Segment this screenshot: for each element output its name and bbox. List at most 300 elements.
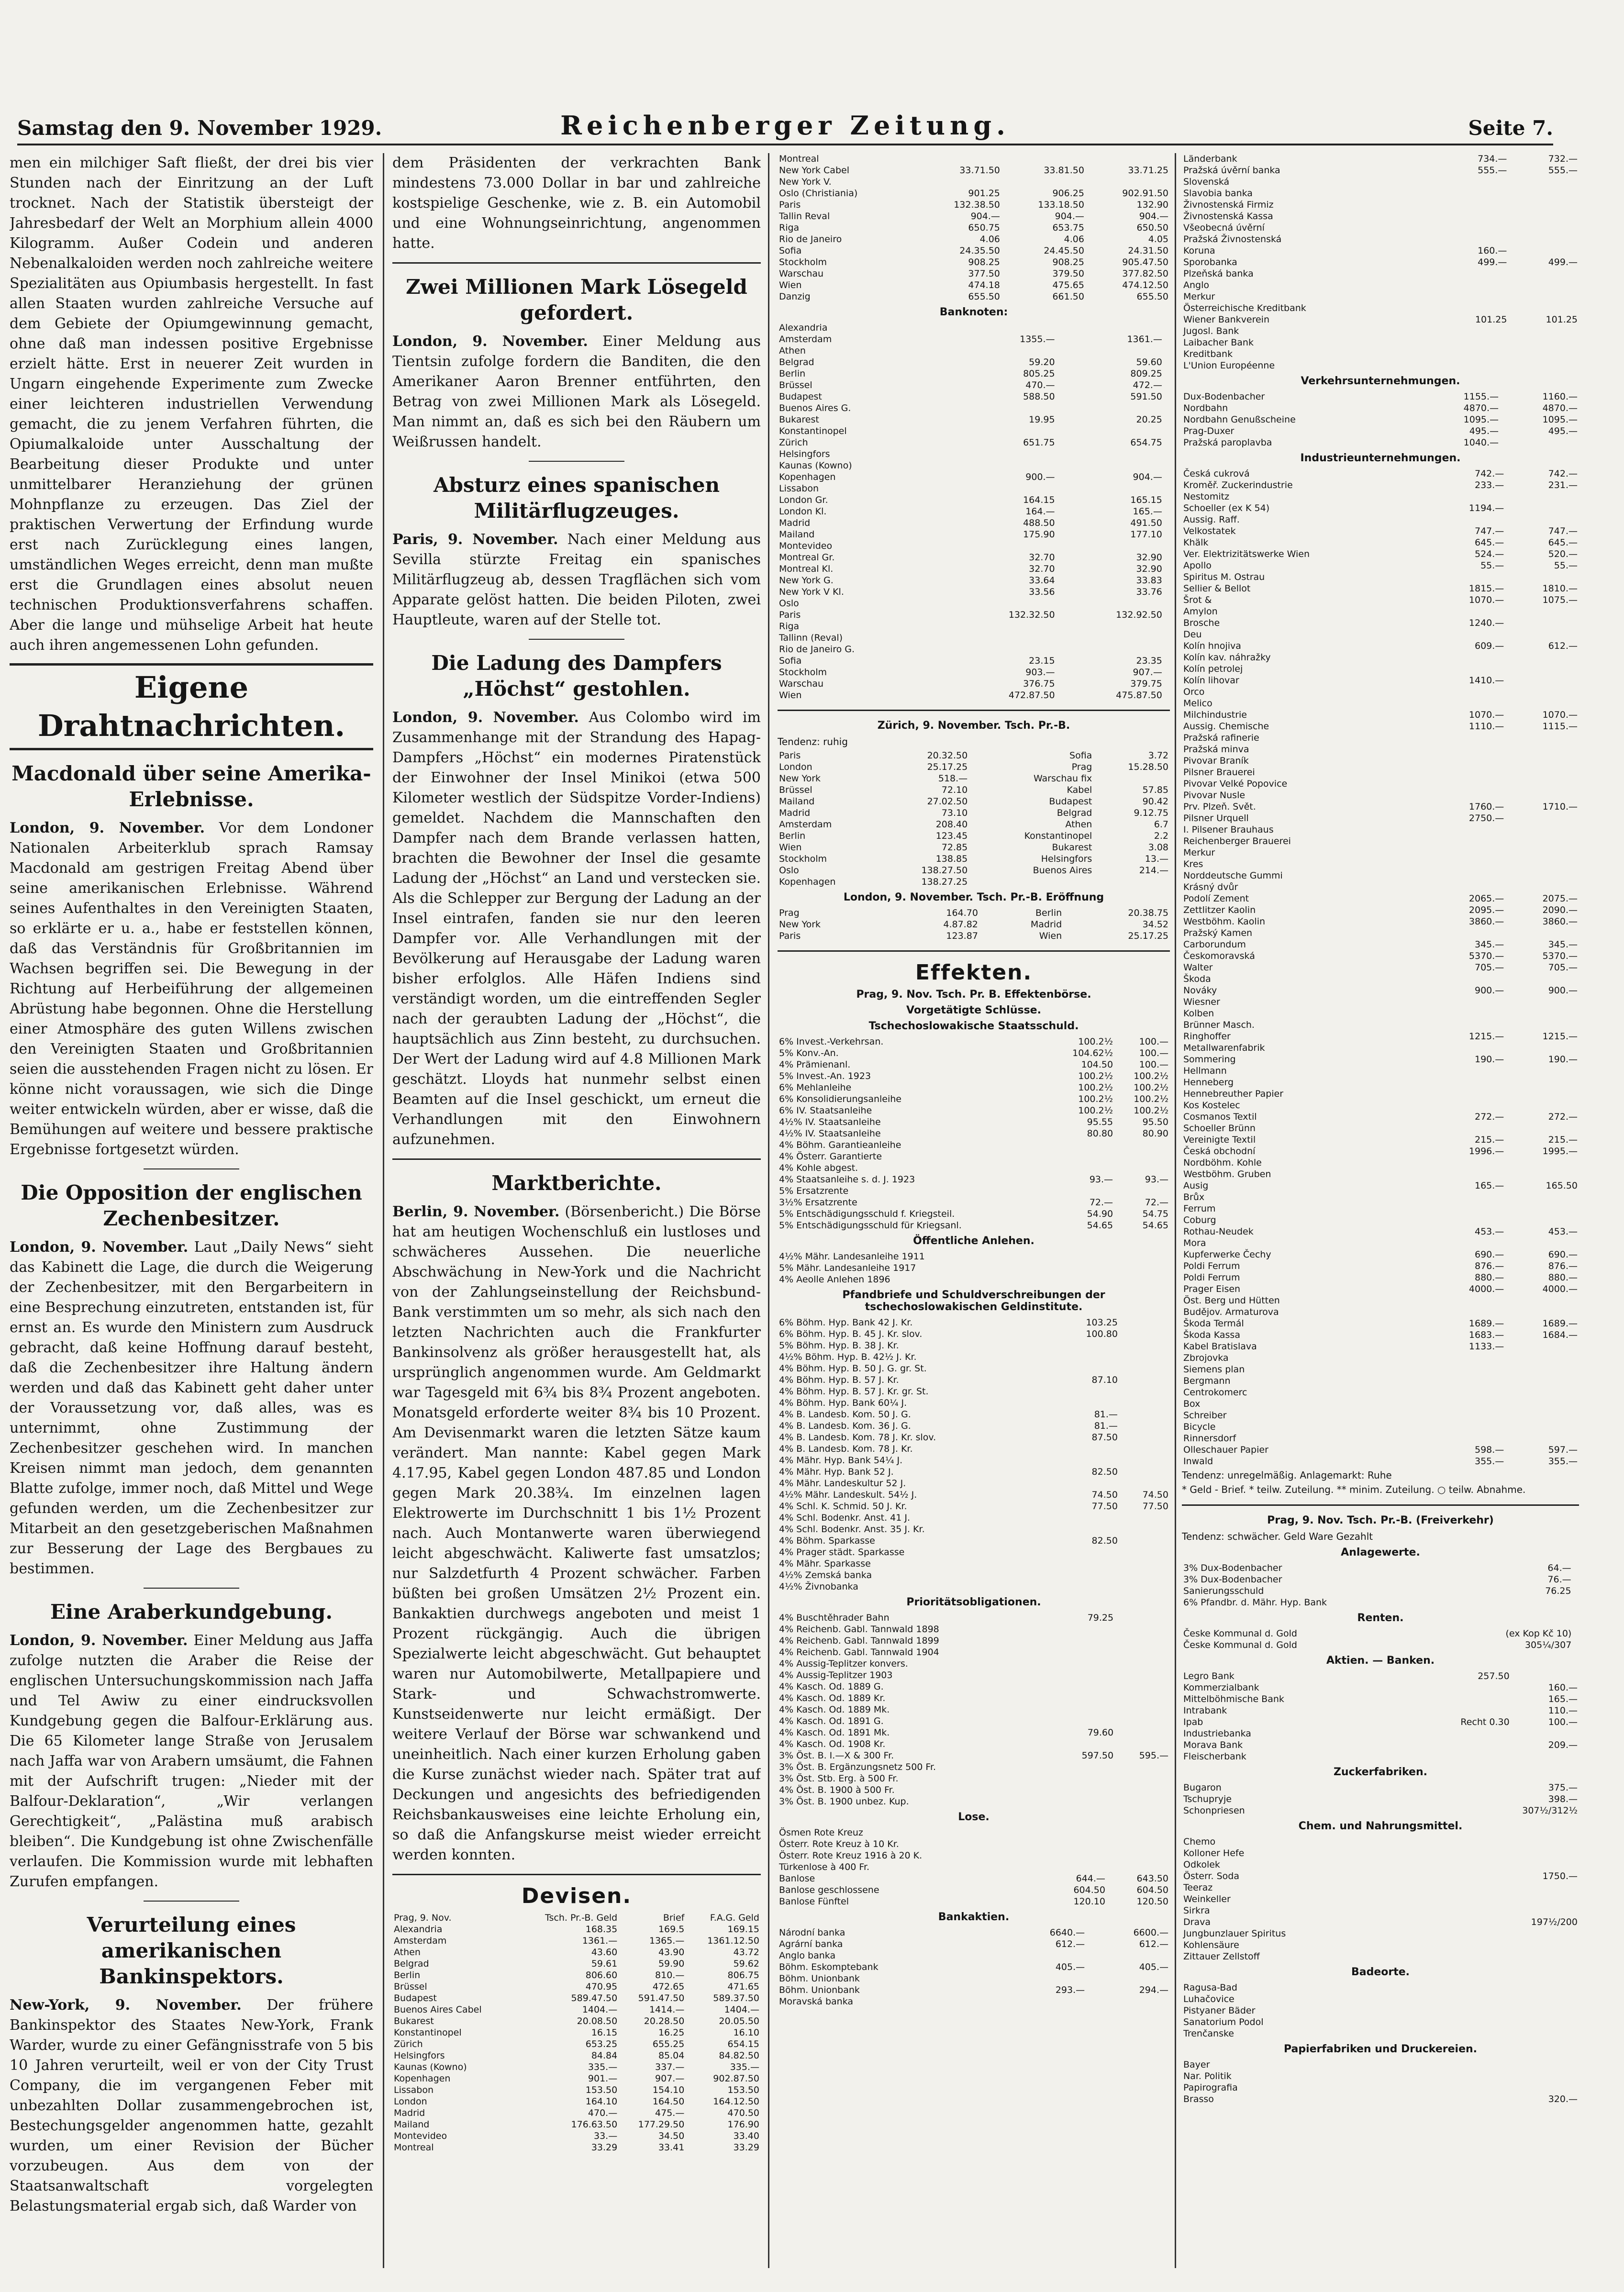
row-value: 55.— [1554,560,1578,571]
row-value [1164,506,1170,517]
row-value [1447,1882,1455,1893]
table-row [1182,391,1579,402]
row-value: 177.29.50 [638,2119,685,2130]
table-row [1182,325,1579,337]
row-label: 5% Böhm. Hyp. B. 38 J. Kr. [779,1340,899,1351]
table-row [1182,755,1579,767]
row-value: 100.2½ [1134,1082,1168,1093]
table-row [1182,790,1579,801]
table-row [1182,360,1579,371]
row-label: Pivovar Velké Popovice [1183,779,1288,789]
column-header: Brief [663,1913,685,1923]
row-value: 612.— [1548,641,1578,651]
row-value: 215.— [1548,1135,1578,1145]
row-label: Aussig. Raff. [1183,514,1240,525]
row-value [1455,1882,1579,1893]
row-value: 904.— [1055,211,1084,222]
row-value: 20.05.50 [719,2016,759,2026]
table-row [392,1981,761,1992]
table-row [778,586,1170,598]
row-label: 4% Aussig-Teplitzer konvers. [779,1658,908,1669]
table-row [778,1197,1170,1208]
table-row [778,1838,1170,1850]
row-value: 499.— [1548,257,1578,267]
table-row [778,678,1170,690]
row-value [1386,1805,1395,1816]
row-value: 690.— [1548,1249,1578,1260]
row-label: Oslo (Christiania) [779,188,858,199]
row-value: 77.50 [1091,1501,1118,1512]
row-label: 4% Staatsanleihe s. d. J. 1923 [779,1174,915,1185]
row-label: Zittauer Zellstoff [1183,1951,1260,1962]
row-value [1164,391,1170,402]
row-value: 43.72 [733,1947,759,1958]
row-value: 34.52 [1142,919,1168,930]
table-row [1182,437,1579,448]
effekten-table [778,1612,1170,1807]
row-value: 335.— [730,2062,759,2072]
row-value [1447,1916,1455,1928]
row-value [1115,1692,1170,1704]
row-value [1447,1928,1455,1939]
row-value: 32.70 [1029,552,1055,563]
dateline: London, 9. November. [10,820,205,836]
row-value: 169.15 [727,1924,759,1935]
row-value: 908.25 [968,257,1000,267]
row-value [1156,1274,1163,1285]
table-row [778,188,1170,199]
table-row [392,1947,761,1958]
row-value [1505,502,1579,514]
row-value [1164,575,1170,586]
row-value: 4870.— [1463,403,1499,413]
row-value: 555.— [1548,165,1578,176]
row-value: 59.60 [1136,357,1162,367]
row-value: 164.10 [585,2096,618,2107]
row-value: 43.90 [658,1947,685,1958]
table-row [1182,744,1579,755]
row-value: 27.02.50 [927,796,968,807]
row-value [1505,1019,1579,1031]
row-value: Buenos Aires [1033,865,1092,876]
row-value [1115,1738,1170,1750]
row-label: 6% Mehlanleihe [779,1082,852,1093]
row-value: 1133.— [1468,1341,1504,1352]
table-row [778,1036,1170,1047]
row-value [1432,767,1506,778]
row-value [1119,1581,1170,1592]
row-value: 379.50 [1052,268,1084,279]
row-value: 104.62½ [1072,1048,1113,1058]
row-label: Laibacher Bank [1183,337,1254,348]
row-value: Helsingfors [1041,854,1092,864]
table-row [778,1773,1170,1784]
row-value [1432,1352,1506,1364]
row-value: Berlin [1035,908,1062,918]
row-value: 1689.— [1468,1318,1504,1329]
row-value [1511,1670,1579,1682]
row-value [1086,153,1170,165]
row-value [1056,1796,1115,1807]
row-value [1505,744,1579,755]
row-value [1505,1375,1579,1387]
row-label: Pivovar Braník [1183,756,1249,766]
table-row [1182,1214,1579,1226]
row-value: 110.— [1548,1705,1578,1716]
table-row [778,907,1170,919]
row-value: 165.— [1133,506,1162,517]
row-value [1057,483,1164,494]
row-label: Pražská paroplavba [1183,437,1272,448]
table-row [1182,996,1579,1008]
row-value [1505,824,1579,835]
row-label: Zettlitzer Kaolin [1183,905,1256,915]
section-subheading: Industrieunternehmungen. [1300,452,1461,464]
table-row [1182,1574,1579,1585]
row-label: Mailand [394,2119,430,2130]
table-row [1182,548,1579,560]
table-row [1182,1628,1579,1639]
table-row [1182,698,1579,709]
row-label: Lissabon [779,483,819,494]
row-value: 3860.— [1468,916,1504,927]
row-label: Budějov. Armaturova [1183,1307,1279,1317]
row-label: Poldi Ferrum [1183,1261,1240,1271]
row-label: Kolín lihovar [1183,675,1239,686]
row-label: Montreal [779,154,819,164]
effekten-subheading: Vorgetätigte Schlüsse. [906,1004,1041,1016]
table-row [1182,1751,1579,1762]
row-label: 4% Schl. K. Schmid. 50 J. Kr. [779,1501,907,1512]
row-value: 880.— [1474,1272,1504,1283]
row-value [1058,1351,1119,1363]
row-label: Bayer [1183,2059,1210,2070]
row-value [1432,606,1506,617]
table-row [1182,1928,1579,1939]
row-value [1432,514,1506,525]
devisen-rows [778,153,1170,302]
row-label: Hennebreuther Papier [1183,1089,1284,1099]
row-value: 79.25 [1087,1613,1114,1623]
row-label: Živnostenská Kassa [1183,211,1273,222]
row-value: 20.08.50 [577,2016,618,2026]
row-value [1114,1151,1170,1162]
row-value: 54.65 [1142,1220,1168,1231]
table-row [778,1317,1170,1328]
row-value [1508,337,1579,348]
devisen-heading: Devisen. [521,1884,632,1908]
row-label: Helsingfors [779,449,830,459]
row-value [1508,325,1579,337]
row-value [1432,491,1506,502]
row-value: (ex Kop Kč 10) [1505,1628,1572,1639]
row-value [1114,1185,1170,1197]
row-value [1573,1585,1579,1597]
table-row [778,425,1170,437]
row-label: Moravská banka [779,1996,854,2007]
article-title: Absturz eines spanischen Militärflugzeuges. [433,473,720,523]
row-label: 4% Mähr. Landeskultur 52 J. [779,1478,906,1489]
row-value [1505,1295,1579,1306]
row-value: 72.85 [941,842,968,853]
row-value: 25.17.25 [927,762,968,772]
row-value: 24.31.50 [1128,245,1168,256]
row-value [1432,790,1506,801]
row-value: 747.— [1548,526,1578,536]
row-value: 379.75 [1130,679,1162,689]
row-value [1164,471,1170,483]
row-value [1119,1397,1170,1409]
row-value [1163,1262,1170,1274]
row-label: 3% Öst. Stb. Erg. à 500 Fr. [779,1773,899,1784]
row-label: Rinnersdorf [1183,1433,1236,1444]
row-label: Melico [1183,698,1212,709]
row-label: Danzig [779,291,811,302]
row-label: 5% Entschädigungsschuld f. Kriegsteil. [779,1209,955,1219]
table-row [778,621,1170,632]
row-value: 643.50 [1136,1873,1168,1884]
row-value [1508,211,1579,222]
row-label: Westböhm. Gruben [1183,1169,1271,1179]
row-label: Ausig [1183,1180,1209,1191]
row-value [1505,617,1579,629]
table-row [778,345,1170,356]
row-label: Banlose [779,1873,815,1884]
row-value [1163,1274,1170,1285]
row-value [1553,1982,1566,1993]
row-value: 24.45.50 [1044,245,1084,256]
row-label: Drava [1183,1917,1211,1927]
row-value: 176.63.50 [571,2119,618,2130]
table-row [778,1524,1170,1535]
row-value [1508,360,1579,371]
row-value [1505,1100,1579,1111]
table-row [1182,1639,1579,1651]
row-label: Prv. Plzeň. Svět. [1183,801,1256,812]
table-row [778,176,1170,188]
row-label: Warschau [779,268,824,279]
row-value [1119,1363,1170,1374]
row-value: 345.— [1548,939,1578,950]
table-row [1182,2093,1579,2105]
row-value [1119,1569,1170,1581]
row-value [1050,1162,1114,1174]
row-label: 6% IV. Staatsanleihe [779,1105,872,1116]
dateline: Paris, 9. November. [392,531,558,548]
dateline: London, 9. November. [10,1632,188,1649]
table-row [778,865,1170,876]
article-body [10,1995,373,2216]
row-label: 4½% IV. Staatsanleihe [779,1117,881,1127]
row-value [1447,1847,1455,1859]
table-row [1182,1100,1579,1111]
row-value: 1160.— [1542,391,1578,402]
row-value [1573,1639,1579,1651]
table-row [1182,1982,1579,1993]
table-row [778,1139,1170,1151]
table-row [1182,425,1579,437]
row-label: Österr. Soda [1183,1871,1240,1881]
row-value [1115,1669,1170,1681]
row-value: 377.82.50 [1122,268,1168,279]
row-value [949,644,1056,655]
table-row [778,1151,1170,1162]
row-value [1056,1704,1115,1715]
row-value: 100.2½ [1134,1094,1168,1104]
table-row [1182,211,1579,222]
row-value: 900.— [1474,985,1504,996]
row-value: 154.10 [652,2085,685,2095]
table-row [1182,245,1579,256]
table-row [778,199,1170,211]
effekten-rows [778,1317,1170,1592]
row-label: Madrid [779,808,811,818]
row-label: Jungbunzlauer Spiritus [1183,1928,1286,1939]
table-row [1182,1836,1579,1847]
row-value [1164,621,1170,632]
row-value [1057,644,1164,655]
row-value: 905.47.50 [1122,257,1168,267]
row-value [1164,517,1170,529]
row-label: Rio de Janeiro [779,234,842,245]
row-label: Khälk [1183,537,1209,548]
row-label: Nordböhm. Kohle [1183,1157,1262,1168]
table-row [1182,893,1579,904]
row-value [1432,881,1506,893]
row-value: 1414.— [649,2004,685,2015]
row-label: 5% Mähr. Landesanleihe 1917 [779,1263,916,1273]
row-value: 100.2½ [1078,1094,1113,1104]
row-value: 355.— [1474,1456,1504,1467]
row-value [1115,1715,1170,1727]
row-value: 257.50 [1478,1671,1510,1681]
row-value: 59.61 [591,1958,618,1969]
table-row [1182,1157,1579,1168]
row-label: Österreichische Kreditbank [1183,303,1306,313]
row-label: 4% Böhm. Garantieanleihe [779,1140,901,1150]
row-value [1164,414,1170,425]
table-row [1182,491,1579,502]
row-value: 470.50 [727,2108,759,2118]
row-value [1432,698,1506,709]
table-row [778,1340,1170,1351]
table-row [1182,1054,1579,1065]
row-value [1107,1827,1170,1838]
row-value [1505,698,1579,709]
row-value [949,621,1056,632]
row-value: 2090.— [1542,905,1578,915]
table-row [778,256,1170,268]
row-value [1505,1157,1579,1168]
row-value [1455,1939,1579,1951]
table-row [1182,1905,1579,1916]
row-value: 1404.— [582,2004,618,2015]
row-label: Banlose Fünftel [779,1896,849,1907]
table-row [778,1489,1170,1501]
row-value [1432,835,1506,847]
row-value [1508,222,1579,234]
effekten-table [778,1251,1170,1285]
row-value: 80.80 [1087,1128,1113,1139]
column-header: F.A.G. Geld [710,1913,759,1923]
table-row [1182,767,1579,778]
row-label: 4% Böhm. Sparkasse [779,1535,875,1546]
table-row [392,2142,761,2153]
row-value: 655.50 [968,291,1000,302]
row-value: 197½/200 [1531,1917,1578,1927]
row-value: 320.— [1548,2094,1578,2104]
row-label: Schonpriesen [1183,1805,1245,1816]
row-value [969,876,1093,888]
row-value [1455,1893,1579,1905]
row-value [1164,345,1170,356]
row-value: 1365.— [649,1936,685,1946]
row-value: 4.87.82 [943,919,978,930]
effekten-table [778,1927,1170,2007]
row-label: Česke Kommunal d. Gold [1183,1628,1297,1639]
table-row [778,517,1170,529]
row-value: Madrid [1030,919,1062,930]
row-value [1432,1191,1506,1203]
bade-rows [1182,1982,1579,2039]
row-value [1086,176,1170,188]
effekten-subheading: Prioritätsobligationen. [906,1596,1041,1608]
row-value: 3860.— [1542,916,1578,927]
row-value: 132.90 [1136,200,1168,210]
row-label: Hellmann [1183,1066,1227,1076]
row-label: 6% Invest.-Verkehrsan. [779,1036,884,1047]
table-row [778,460,1170,471]
table-row [1182,2070,1579,2082]
chem-table [1182,1836,1579,1962]
table-row [778,245,1170,256]
row-value [1001,153,1086,165]
row-label: Merkur [1183,291,1215,302]
row-value [1455,1951,1579,1962]
row-value: 100.— [1139,1059,1168,1070]
freiverkehr-heading: Prag, 9. Nov. Tsch. Pr.-B. (Freiverkehr) [1267,1514,1494,1526]
row-value: 355.— [1548,1456,1578,1467]
row-value: 653.75 [1052,223,1084,233]
row-value: 20.38.75 [1128,908,1168,918]
row-label: Schoeller Brünn [1183,1123,1256,1134]
table-row [778,234,1170,245]
row-value [1505,870,1579,881]
row-value [949,483,1056,494]
row-value [1432,996,1506,1008]
section-subheading: Anlagewerte. [1341,1547,1420,1558]
row-value: 705.— [1548,962,1578,973]
row-value [1119,1328,1170,1340]
row-value [1119,1374,1170,1386]
row-value: 307½/312½ [1522,1805,1578,1816]
table-row [778,1796,1170,1807]
row-value [1056,1761,1115,1773]
row-label: Ringhoffer [1183,1031,1231,1042]
row-value: 24.35.50 [959,245,1000,256]
row-label: Prager Eisen [1183,1284,1241,1294]
table-row [778,1116,1170,1128]
row-value: 524.— [1474,549,1504,559]
row-value [1156,1251,1163,1262]
table-row [778,1432,1170,1443]
row-value: 4000.— [1542,1284,1578,1294]
row-value [1505,1421,1579,1433]
row-label: Kres [1183,859,1203,869]
table-row [1182,1693,1579,1705]
row-label: 6% Böhm. Hyp. Bank 42 J. Kr. [779,1317,913,1328]
row-value: 6600.— [1133,1927,1168,1938]
